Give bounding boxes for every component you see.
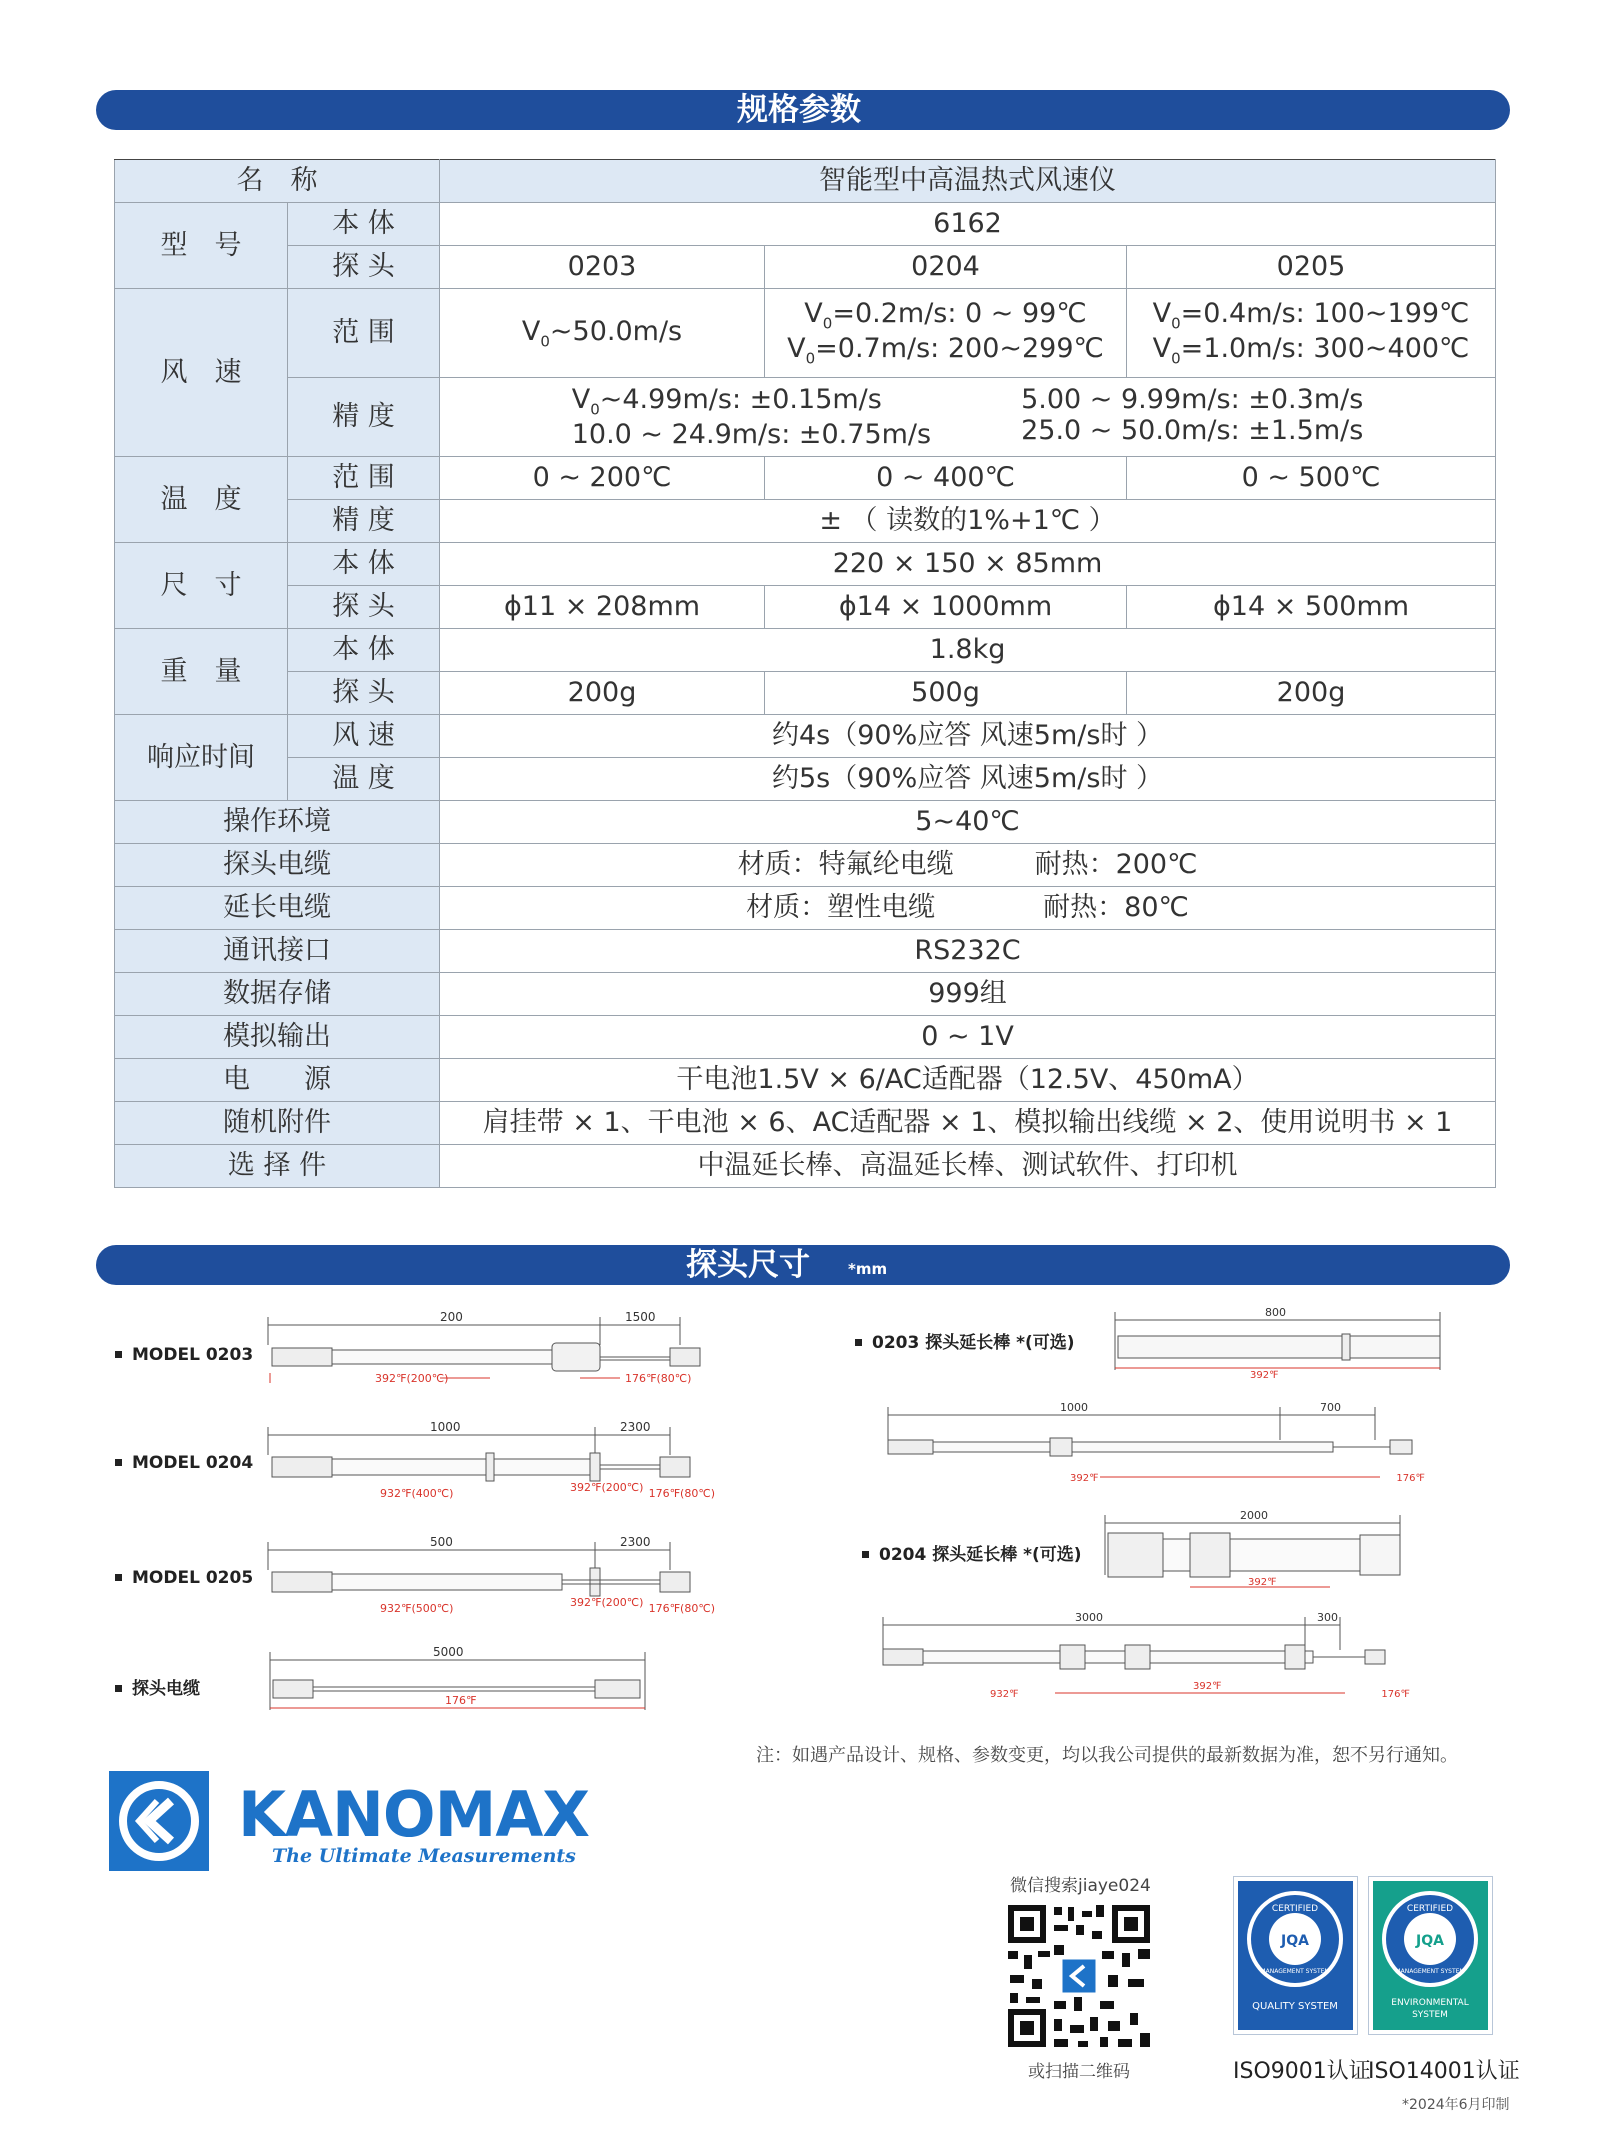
probe-size-0203: ϕ11 × 208mm bbox=[440, 586, 765, 629]
qr-caption-top: 微信搜索jiaye024 bbox=[1010, 1876, 1151, 1896]
wind-range-c: $V_0=0.4m/s$: 100~199℃ $V_0=1.0m/s$: 300~400℃ bbox=[1127, 289, 1496, 378]
model-probe-label: 探 头 bbox=[288, 246, 440, 289]
m0205-dim2: 2300 bbox=[620, 1535, 651, 1549]
iso14001-ring-text: CERTIFIED bbox=[1406, 1904, 1454, 1914]
ext-0203-label: 0203 探头延长棒 *(可选) bbox=[855, 1328, 1075, 1353]
body-model: 6162 bbox=[440, 203, 1496, 246]
size-probe-label: 探 头 bbox=[288, 586, 440, 629]
env-label: 操作环境 bbox=[115, 801, 440, 844]
temp-accuracy: ± （ 读数的1%+1℃ ） bbox=[440, 500, 1496, 543]
probe-weight-0204: 500g bbox=[765, 672, 1127, 715]
interface-label: 通讯接口 bbox=[115, 930, 440, 973]
iso9001-arc-text: MANAGEMENT SYSTEM bbox=[1260, 1968, 1330, 1975]
wind-accuracy-label: 精 度 bbox=[288, 378, 440, 457]
name-label: 名 称 bbox=[115, 160, 440, 203]
iso9001-foot: QUALITY SYSTEM bbox=[1252, 2001, 1338, 2012]
options-label: 选 择 件 bbox=[115, 1145, 440, 1188]
temp-label: 温 度 bbox=[115, 457, 288, 543]
ext0204-temp1: 392℉ bbox=[1248, 1577, 1277, 1588]
disclaimer-note: 注：如遇产品设计、规格、参数变更，均以我公司提供的最新数据为准，恕不另行通知。 bbox=[756, 1745, 1458, 1766]
response-temp: 约5s（90%应答 风速5m/s时 ） bbox=[440, 758, 1496, 801]
probe-0204-drawing bbox=[260, 1415, 740, 1500]
ext0204b-temp3: 176℉ bbox=[1381, 1689, 1410, 1700]
size-body-label: 本 体 bbox=[288, 543, 440, 586]
accessories-label: 随机附件 bbox=[115, 1102, 440, 1145]
m0204-temp3: 176℉(80℃) bbox=[648, 1487, 715, 1500]
accessories-value: 肩挂带 × 1、干电池 × 6、AC适配器 × 1、模拟输出线缆 × 2、使用说明书 × 1 bbox=[440, 1102, 1496, 1145]
storage-value: 999组 bbox=[440, 973, 1496, 1016]
cable-temp1: 176℉ bbox=[445, 1694, 477, 1707]
analog-value: 0 ~ 1V bbox=[440, 1016, 1496, 1059]
probe-0203-drawing bbox=[260, 1305, 740, 1385]
iso14001-label: ISO14001认证 bbox=[1368, 2059, 1520, 2084]
power-label: 电 源 bbox=[115, 1059, 440, 1102]
ext0203-temp1: 392℉ bbox=[1250, 1370, 1279, 1380]
qr-caption-bottom: 或扫描二维码 bbox=[1028, 2062, 1130, 2082]
kanomax-wordmark: KANOMAX bbox=[238, 1778, 590, 1851]
probe-weight-0205: 200g bbox=[1127, 672, 1496, 715]
probe-cable-drawing-label: 探头电缆 bbox=[115, 1674, 200, 1699]
response-wind-label: 风 速 bbox=[288, 715, 440, 758]
m0204-temp2: 392℉(200℃) bbox=[570, 1481, 644, 1494]
wind-label: 风 速 bbox=[115, 289, 288, 457]
options-value: 中温延长棒、高温延长棒、测试软件、打印机 bbox=[440, 1145, 1496, 1188]
size-label: 尺 寸 bbox=[115, 543, 288, 629]
temp-accuracy-label: 精 度 bbox=[288, 500, 440, 543]
iso9001-badge bbox=[1233, 1876, 1358, 2035]
m0203-temp1: 392℉(200℃) bbox=[375, 1372, 449, 1385]
response-temp-label: 温 度 bbox=[288, 758, 440, 801]
ext-cable-value: 材质：塑性电缆 耐热：80℃ bbox=[440, 887, 1496, 930]
probe-0205-drawing bbox=[260, 1530, 740, 1615]
storage-label: 数据存储 bbox=[115, 973, 440, 1016]
probe-section-title: 探头尺寸 bbox=[686, 1247, 810, 1283]
model-body-label: 本 体 bbox=[288, 203, 440, 246]
weight-probe-label: 探 头 bbox=[288, 672, 440, 715]
ext0204b-dim1: 3000 bbox=[1075, 1611, 1103, 1624]
ext-cable-label: 延长电缆 bbox=[115, 887, 440, 930]
wind-range-b: $V_0=0.2m/s$: 0 ~ 99℃ $V_0=0.7m/s$: 200~299℃ bbox=[765, 289, 1127, 378]
interface-value: RS232C bbox=[440, 930, 1496, 973]
model-label: 型 号 bbox=[115, 203, 288, 289]
print-date: *2024年6月印制 bbox=[1402, 2097, 1510, 2113]
ext0203b-temp2: 176℉ bbox=[1396, 1473, 1425, 1484]
temp-range-0204: 0 ~ 400℃ bbox=[765, 457, 1127, 500]
temp-range-label: 范 围 bbox=[288, 457, 440, 500]
spec-table bbox=[114, 159, 1496, 1188]
ext-0203-drawing bbox=[1110, 1300, 1460, 1380]
cable-dim1: 5000 bbox=[433, 1645, 464, 1659]
probe-section-banner bbox=[96, 1245, 1510, 1285]
iso9001-ring-text: CERTIFIED bbox=[1271, 1904, 1319, 1914]
iso14001-jqa: JQA bbox=[1416, 1933, 1444, 1949]
analog-label: 模拟输出 bbox=[115, 1016, 440, 1059]
model-0203-label: MODEL 0203 bbox=[115, 1345, 253, 1365]
kanomax-tagline: The Ultimate Measurements bbox=[272, 1845, 576, 1867]
m0205-temp3: 176℉(80℃) bbox=[648, 1602, 715, 1615]
model-0205-label: MODEL 0205 bbox=[115, 1568, 253, 1588]
response-wind: 约4s（90%应答 风速5m/s时 ） bbox=[440, 715, 1496, 758]
ext-0204-drawing bbox=[1100, 1505, 1420, 1595]
ext-0204-label: 0204 探头延长棒 *(可选) bbox=[862, 1540, 1082, 1565]
m0205-temp1: 932℉(500℃) bbox=[380, 1602, 454, 1615]
probe-section-unit: *mm bbox=[848, 1260, 888, 1278]
probe-cable-drawing bbox=[265, 1640, 665, 1720]
ext0203b-temp1: 392℉ bbox=[1070, 1473, 1099, 1484]
temp-range-0205: 0 ~ 500℃ bbox=[1127, 457, 1496, 500]
probe-size-0204: ϕ14 × 1000mm bbox=[765, 586, 1127, 629]
ext0204-dim1: 2000 bbox=[1240, 1509, 1268, 1522]
ext-0204-assembly-drawing bbox=[875, 1605, 1435, 1705]
wind-accuracy: $V_0\sim 4.99m/s$: ±0.15m/s 10.0 ~ 24.9m/s: ±0.75m/s 5.00 ~ 9.99m/s: ±0.3m/s 25.0 ~ 50.0m/s: ±1.5m/s bbox=[440, 378, 1496, 457]
ext0204b-temp2: 392℉ bbox=[1193, 1681, 1222, 1692]
iso14001-badge bbox=[1368, 1876, 1493, 2035]
iso9001-jqa: JQA bbox=[1281, 1933, 1309, 1949]
wind-range-a: $V_0\sim 50.0m/s$ bbox=[440, 289, 765, 378]
ext-0203-assembly-drawing bbox=[880, 1395, 1440, 1485]
ext0204b-temp1: 932℉ bbox=[990, 1689, 1019, 1700]
kanomax-logo-icon bbox=[109, 1771, 209, 1871]
probe-model-0205: 0205 bbox=[1127, 246, 1496, 289]
iso9001-label: ISO9001认证 bbox=[1233, 2059, 1371, 2084]
probe-cable-label: 探头电缆 bbox=[115, 844, 440, 887]
m0203-dim2: 1500 bbox=[625, 1310, 656, 1324]
probe-size-0205: ϕ14 × 500mm bbox=[1127, 586, 1496, 629]
ext0203b-dim1: 1000 bbox=[1060, 1401, 1088, 1414]
body-size: 220 × 150 × 85mm bbox=[440, 543, 1496, 586]
probe-model-0204: 0204 bbox=[765, 246, 1127, 289]
product-name: 智能型中高温热式风速仪 bbox=[440, 160, 1496, 203]
env-value: 5~40℃ bbox=[440, 801, 1496, 844]
spec-section-title: 规格参数 bbox=[737, 92, 861, 128]
ext0203b-dim2: 700 bbox=[1320, 1401, 1341, 1414]
qr-code-icon bbox=[1004, 1901, 1154, 2051]
m0203-dim1: 200 bbox=[440, 1310, 463, 1324]
probe-model-0203: 0203 bbox=[440, 246, 765, 289]
weight-body-label: 本 体 bbox=[288, 629, 440, 672]
response-label: 响应时间 bbox=[115, 715, 288, 801]
wind-range-label: 范 围 bbox=[288, 289, 440, 378]
m0205-dim1: 500 bbox=[430, 1535, 453, 1549]
probe-cable-value: 材质：特氟纶电缆 耐热：200℃ bbox=[440, 844, 1496, 887]
m0204-dim2: 2300 bbox=[620, 1420, 651, 1434]
m0204-temp1: 932℉(400℃) bbox=[380, 1487, 454, 1500]
m0205-temp2: 392℉(200℃) bbox=[570, 1596, 644, 1609]
model-0204-label: MODEL 0204 bbox=[115, 1453, 253, 1473]
ext0204b-dim2: 300 bbox=[1317, 1611, 1338, 1624]
m0203-temp2: 176℉(80℃) bbox=[625, 1372, 692, 1385]
m0204-dim1: 1000 bbox=[430, 1420, 461, 1434]
iso14001-arc-text: MANAGEMENT SYSTEM bbox=[1395, 1968, 1465, 1975]
iso14001-foot1: ENVIRONMENTAL bbox=[1391, 1998, 1469, 2008]
body-weight: 1.8kg bbox=[440, 629, 1496, 672]
ext0203-dim1: 800 bbox=[1265, 1306, 1286, 1319]
spec-section-banner bbox=[96, 90, 1510, 130]
iso14001-foot2: SYSTEM bbox=[1412, 2010, 1448, 2020]
power-value: 干电池1.5V × 6/AC适配器（12.5V、450mA） bbox=[440, 1059, 1496, 1102]
probe-weight-0203: 200g bbox=[440, 672, 765, 715]
temp-range-0203: 0 ~ 200℃ bbox=[440, 457, 765, 500]
weight-label: 重 量 bbox=[115, 629, 288, 715]
